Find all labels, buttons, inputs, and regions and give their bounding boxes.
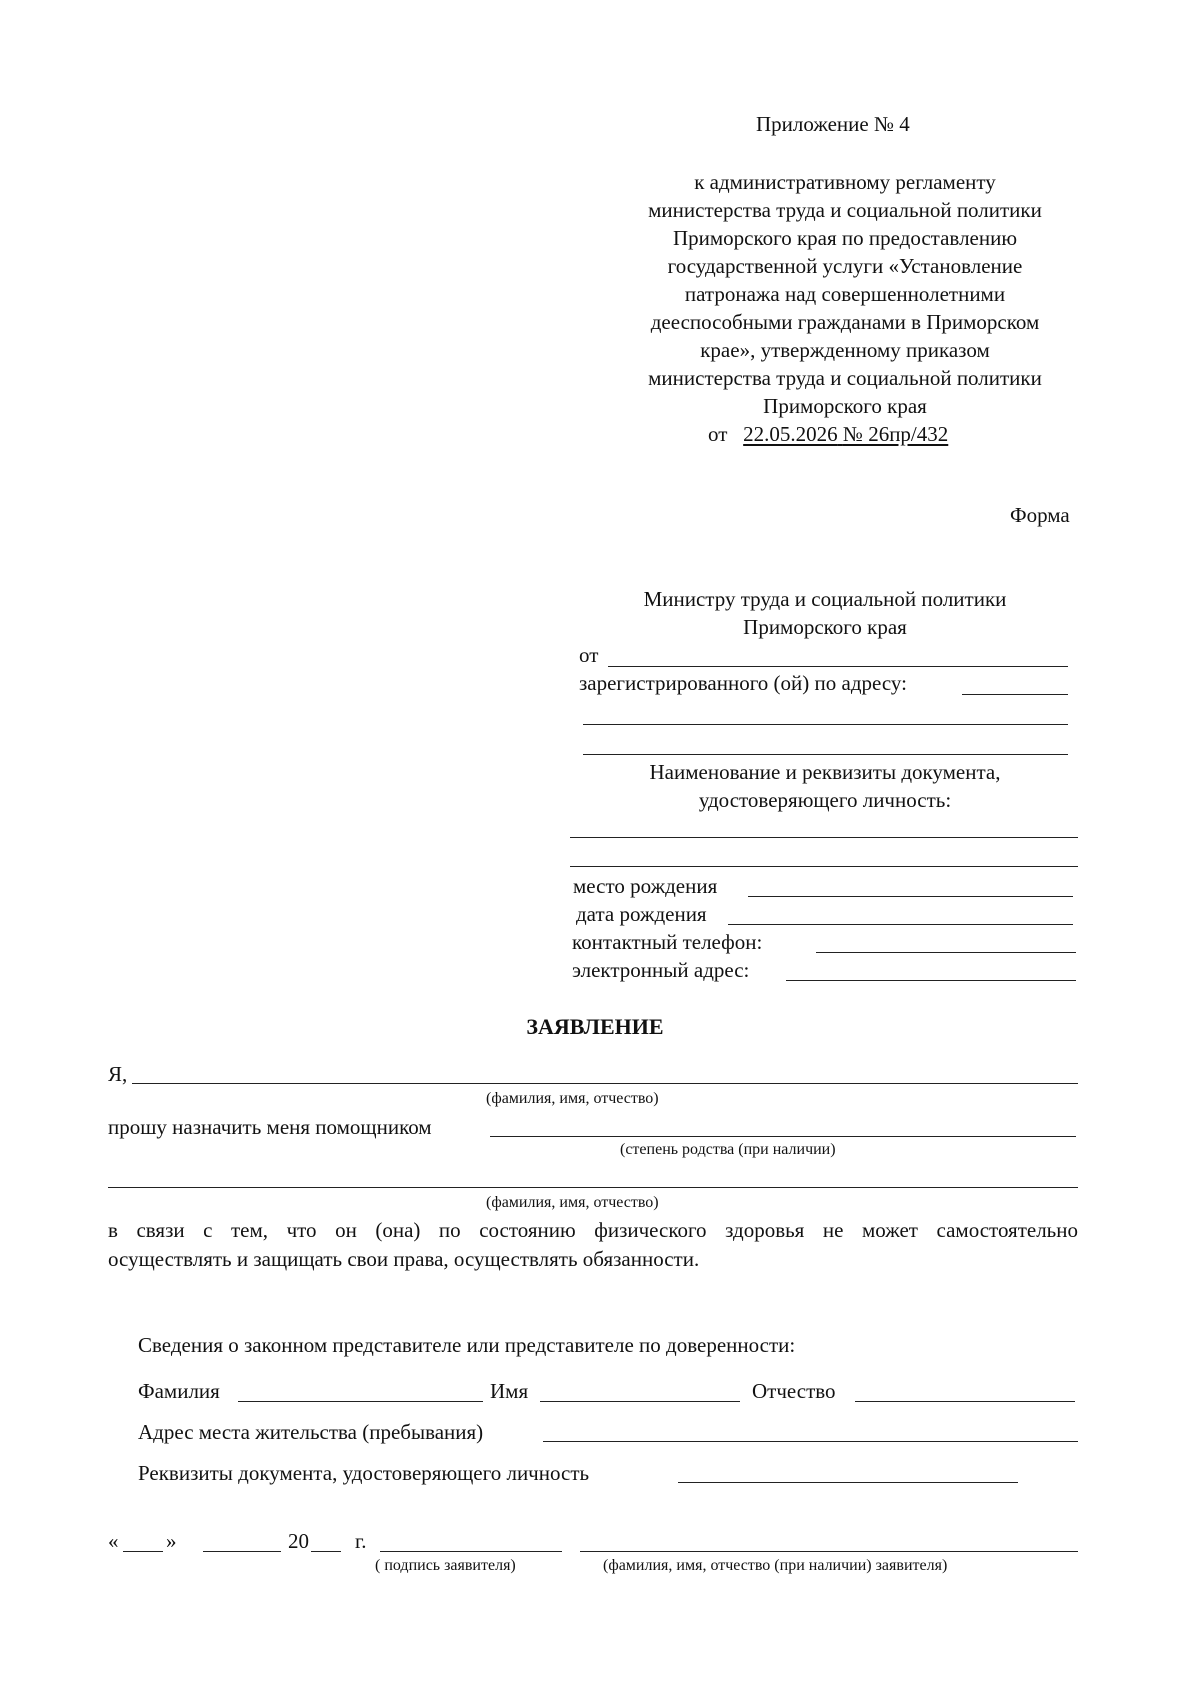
kinship-line[interactable] [490, 1136, 1076, 1137]
id-doc-label-1: Наименование и реквизиты документа, [649, 760, 1001, 784]
birthdate-label: дата рождения [576, 902, 707, 926]
statement-title: ЗАЯВЛЕНИЕ [526, 1014, 664, 1039]
birthplace-line[interactable] [748, 896, 1073, 897]
appendix-line: к административному регламенту [694, 170, 996, 194]
year-line[interactable] [311, 1551, 341, 1552]
year-prefix: 20 [288, 1529, 309, 1553]
applicant-fio-line[interactable] [132, 1083, 1078, 1084]
form-label: Форма [1010, 503, 1070, 527]
reason-line-1: в связи с тем, что он (она) по состоянию физического здоровья не может самостоятельно [108, 1218, 1078, 1242]
representative-heading: Сведения о законном представителе или представителе по доверенности: [138, 1333, 796, 1357]
surname-line[interactable] [238, 1401, 483, 1402]
appendix-order-ref [708, 424, 948, 445]
registered-label: зарегистрированного (ой) по адресу: [579, 671, 907, 695]
address-residence-label: Адрес места жительства (пребывания) [138, 1420, 484, 1444]
phone-label: контактный телефон: [572, 930, 763, 954]
phone-line[interactable] [816, 952, 1076, 953]
day-line[interactable] [123, 1551, 163, 1552]
id-doc-line-1[interactable] [570, 837, 1078, 838]
addressee-line2: Приморского края [743, 615, 907, 639]
caption-signature: ( подпись заявителя) [375, 1557, 516, 1574]
applicant-fio-sign-line[interactable] [580, 1551, 1078, 1552]
order-from-label: от [708, 422, 728, 446]
appendix-line: крае», утвержденному приказом [700, 338, 990, 362]
rep-id-doc-label: Реквизиты документа, удостоверяющего личность [138, 1461, 590, 1485]
quote-open: « [108, 1529, 119, 1553]
appendix-line: государственной услуги «Установление [667, 254, 1023, 278]
caption-applicant-fio: (фамилия, имя, отчество (при наличии) заявителя) [603, 1557, 948, 1574]
reason-line-2: осуществлять и защищать свои права, осуществлять обязанности. [108, 1247, 700, 1271]
signature-line[interactable] [380, 1551, 562, 1552]
email-line[interactable] [786, 980, 1076, 981]
appendix-line: дееспособными гражданами в Приморском [650, 310, 1040, 334]
appendix-line: Приморского края [763, 394, 927, 418]
order-date: 22.05.2026 [743, 422, 838, 446]
appendix-line: министерства труда и социальной политики [648, 198, 1042, 222]
from-line[interactable] [608, 666, 1068, 667]
id-doc-line-2[interactable] [570, 866, 1078, 867]
appendix-title: Приложение № 4 [756, 112, 910, 136]
address-residence-line[interactable] [543, 1441, 1078, 1442]
id-doc-label-2: удостоверяющего личность: [698, 788, 952, 812]
caption-fio-ward: (фамилия, имя, отчество) [486, 1194, 659, 1211]
rep-id-doc-line[interactable] [678, 1482, 1018, 1483]
patronymic-line[interactable] [855, 1401, 1075, 1402]
surname-label: Фамилия [138, 1379, 220, 1403]
birthdate-line[interactable] [728, 924, 1073, 925]
ward-fio-line[interactable] [108, 1187, 1078, 1188]
appendix-line: министерства труда и социальной политики [648, 366, 1042, 390]
addressee-line1: Министру труда и социальной политики [643, 587, 1007, 611]
address-line-2[interactable] [583, 724, 1068, 725]
birthplace-label: место рождения [573, 874, 718, 898]
quote-close: » [166, 1529, 177, 1553]
year-suffix: г. [355, 1529, 367, 1553]
ya-label: Я, [108, 1062, 128, 1086]
month-line[interactable] [203, 1551, 281, 1552]
name-line[interactable] [540, 1401, 740, 1402]
name-label: Имя [490, 1379, 529, 1403]
address-line[interactable] [962, 694, 1068, 695]
caption-kinship: (степень родства (при наличии) [620, 1141, 836, 1158]
email-label: электронный адрес: [572, 958, 750, 982]
patronymic-label: Отчество [752, 1379, 836, 1403]
address-line-3[interactable] [583, 754, 1068, 755]
from-label: от [579, 643, 599, 667]
appendix-line: Приморского края по предоставлению [672, 226, 1018, 250]
order-number: № 26пр/432 [842, 422, 949, 446]
request-label: прошу назначить меня помощником [108, 1115, 432, 1139]
appendix-line: патронажа над совершеннолетними [684, 282, 1006, 306]
caption-fio: (фамилия, имя, отчество) [486, 1090, 659, 1107]
